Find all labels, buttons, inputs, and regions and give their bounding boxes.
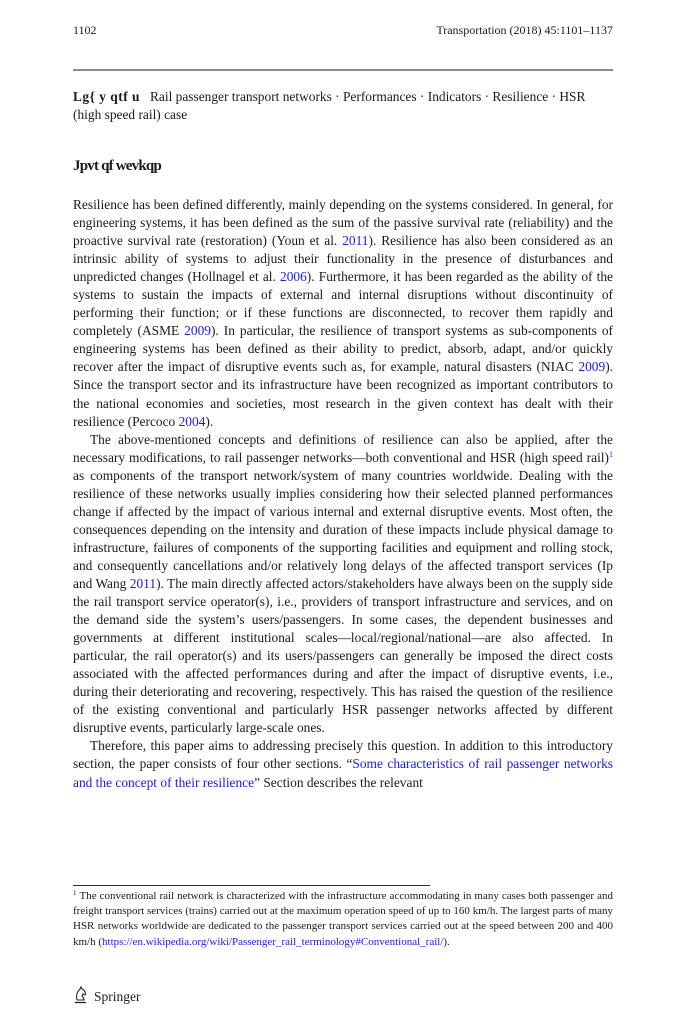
publisher-name: Springer — [94, 989, 141, 1004]
keywords-label: Lg{ y qtf u — [73, 89, 140, 104]
text-run: ” Section describes the relevant — [254, 774, 423, 790]
footnote-marker-link[interactable]: 1 — [609, 449, 613, 459]
paragraph-2 — [73, 431, 613, 738]
text-run: ). Furthermore, it has been regarded as the ability of the systems to sustain the impacts of external and internal disruptions without discontinuity of performing their function; or if these functions are disconnected, to recover them rapidly and completely (ASME — [73, 269, 613, 339]
section-cross-reference-link[interactable]: Some characteristics of rail passenger networks and the concept of their resilience — [73, 756, 613, 790]
text-run: The above-mentioned concepts and definitions of resilience can also be applied, after the necessary modifications, to rail passenger networks—both conventional and HSR (high speed rail) — [73, 431, 613, 465]
body-text — [73, 196, 613, 792]
journal-citation: Transportation (2018) 45:1101–1137 — [436, 23, 613, 37]
text-run: ). The main directly affected actors/stakeholders have always been on the supply side the rail transport service operator(s), i.e., providers of transport infrastructure and services, and on the demand side the system’s users/passengers. In some cases, the dependent businesses and governments at different institutional scales—local/regional/national—are also affected. In particular, the rail operator(s) and its users/passengers can generally be imposed the direct costs associated with the affected performances during and after the impact of disruptive events, i.e., during their deteriorating and recovering, respectively. This has raised the question of the resilience of the existing conventional and particularly HSR passenger networks affected by different disruptive events, particularly large-scale ones. — [73, 575, 613, 736]
keywords-text: Rail passenger transport networks · Performances · Indicators · Resilience · HSR (high speed rail) case — [73, 89, 586, 122]
citation-link[interactable]: 2006 — [280, 269, 307, 285]
footnote-text: The conventional rail network is characterized with the infrastructure accommodating in many cases both passenger and freight transport services (trains) carried out at the maximum operation speed of up to 160 km/h. The largest parts of many HSR networks worldwide are dedicated to the passenger transport services carried out at the speed between 200 and 400 km/h ( — [73, 890, 613, 948]
text-run: ). — [205, 413, 214, 429]
text-run: Therefore, this paper aims to addressing precisely this question. In addition to this introductory section, the paper consists of four other sections. “ — [73, 738, 613, 772]
section-heading: Jpvt qf wevkqp — [73, 158, 161, 174]
footnote-number: 1 — [73, 889, 77, 897]
header-rule — [73, 69, 613, 71]
text-run: ). Resilience has also been considered as an intrinsic ability of systems to adjust their functionality in the presence of disturbances and unpredicted changes (Hollnagel et al. — [73, 233, 613, 285]
page-number: 1102 — [73, 23, 97, 37]
paragraph-1 — [73, 196, 613, 431]
text-run: as components of the transport network/system of many countries worldwide. Dealing with the resilience of these networks usually implies considering how their selected planned performances change if affected by the impact of various internal and external disruptive events. Most often, the consequences depending on the intensity and duration of these impacts include physical damage to infrastructure, failures of components of the supporting facilities and equipment and rolling stock, and consequently cancellations and/or relatively long delays of the affected transport services (Ip and Wang — [73, 467, 613, 591]
footnote-rule — [73, 885, 430, 886]
footnote-text-end: ). — [443, 935, 450, 948]
citation-link[interactable]: 2009 — [578, 359, 606, 375]
citation-link[interactable]: 2004 — [178, 413, 206, 429]
citation-link[interactable]: 2011 — [342, 233, 369, 249]
citation-link[interactable]: 2011 — [129, 575, 157, 591]
text-run: ). In particular, the resilience of transport systems as sub-components of engineering systems has been defined as their ability to predict, absorb, adapt, and/or quickly recover after the impact of disruptive events such as, for example, natural disasters (NIAC — [73, 323, 613, 375]
text-run: ). Since the transport sector and its infrastructure have been recognized as important contributors to the national economies and societies, most research in the given context has dealt with their resilience (Percoco — [73, 359, 613, 429]
text-run: Resilience has been defined differently, mainly depending on the systems considered. In general, for engineering systems, it has been defined as the sum of the passive survival rate (reliability) and the proactive survival rate (restoration) (Youn et al. — [73, 197, 613, 249]
keywords — [73, 88, 613, 124]
citation-link[interactable]: 2009 — [184, 323, 211, 339]
publisher-logo — [73, 986, 141, 1008]
paragraph-3 — [73, 737, 613, 791]
footnote — [73, 889, 613, 950]
footnote-url-link[interactable]: https://en.wikipedia.org/wiki/Passenger_rail_terminology#Conventional_rail/ — [102, 935, 444, 948]
springer-horse-icon — [73, 986, 94, 1008]
